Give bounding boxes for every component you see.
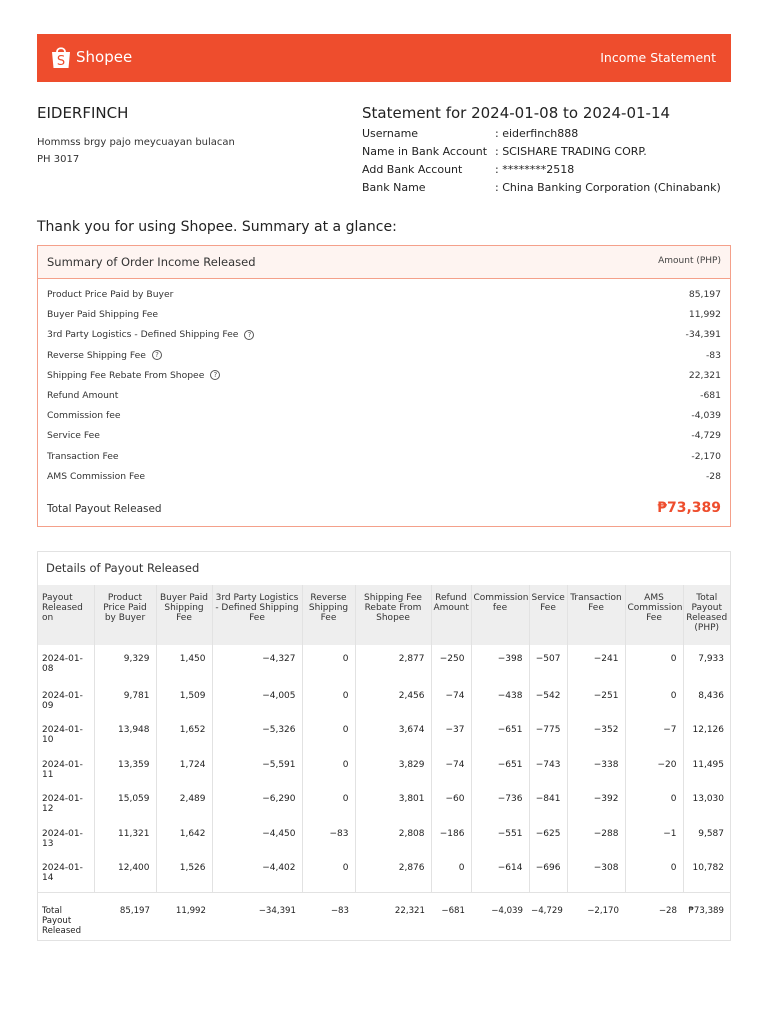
summary-item-label — [47, 451, 119, 462]
table-cell: −60 — [431, 783, 471, 818]
summary-item-label-text: Product Price Paid by Buyer — [47, 289, 174, 300]
table-cell: −1 — [625, 818, 683, 853]
column-header: Buyer Paid Shipping Fee — [156, 585, 212, 645]
table-cell: −438 — [471, 680, 529, 715]
table-cell: −37 — [431, 714, 471, 749]
summary-item — [47, 467, 721, 487]
table-cell: 13,030 — [683, 783, 730, 818]
table-cell: 0 — [302, 645, 355, 680]
summary-item-value: 85,197 — [688, 289, 721, 300]
table-row — [38, 680, 730, 715]
summary-item-value: -28 — [705, 470, 721, 482]
table-cell: 1,724 — [156, 749, 212, 784]
table-cell: 12,126 — [683, 714, 730, 749]
summary-item-value: 11,992 — [688, 309, 721, 321]
brand-name: Shopee — [76, 48, 133, 66]
total-cell: −2,170 — [567, 892, 625, 940]
total-cell: 11,992 — [156, 892, 212, 940]
table-cell: −352 — [567, 714, 625, 749]
table-cell: −392 — [567, 783, 625, 818]
summary-item-label-text: 3rd Party Logistics - Defined Shipping Fee — [47, 329, 239, 341]
table-header-row — [38, 585, 730, 645]
shop-name: EIDERFINCH — [37, 104, 129, 122]
total-cell: −681 — [431, 892, 471, 940]
bank-account-name-label: Name in Bank Account — [362, 145, 488, 158]
table-cell: −775 — [529, 714, 567, 749]
table-cell: 2024-01-13 — [42, 828, 83, 849]
summary-item-label — [47, 410, 121, 421]
table-cell: 3,801 — [355, 783, 431, 818]
table-cell: 11,495 — [683, 749, 730, 784]
table-cell: −542 — [529, 680, 567, 715]
column-header: Total Payout Released (PHP) — [683, 585, 730, 645]
table-cell: −551 — [471, 818, 529, 853]
table-cell: −6,290 — [212, 783, 302, 818]
table-cell: 0 — [431, 852, 471, 892]
table-cell: 9,587 — [683, 818, 730, 853]
amount-header: Amount (PHP) — [658, 256, 721, 266]
username-row — [362, 127, 721, 145]
bank-account-value: : ********2518 — [495, 163, 575, 176]
table-row — [38, 818, 730, 853]
summary-item-label — [47, 370, 220, 381]
total-cell: −28 — [625, 892, 683, 940]
table-cell: 0 — [302, 680, 355, 715]
column-header: Payout Released on — [38, 585, 94, 645]
summary-item-label-text: Transaction Fee — [47, 450, 119, 462]
summary-item-label-text: Shipping Fee Rebate From Shopee — [47, 369, 205, 381]
username-value: : eiderfinch888 — [495, 127, 579, 140]
thanks-message: Thank you for using Shopee. Summary at a glance: — [37, 219, 397, 235]
table-cell: −696 — [529, 852, 567, 892]
total-cell: ₱73,389 — [683, 892, 730, 940]
table-cell: 0 — [302, 714, 355, 749]
table-cell: −651 — [471, 714, 529, 749]
summary-item — [47, 386, 721, 406]
table-cell: −625 — [529, 818, 567, 853]
table-cell: 1,526 — [156, 852, 212, 892]
username-label: Username — [362, 127, 419, 140]
table-cell: 0 — [625, 852, 683, 892]
summary-panel — [37, 245, 731, 527]
summary-item-label — [47, 471, 145, 482]
summary-item — [47, 346, 721, 366]
table-row — [38, 714, 730, 749]
table-cell: 11,321 — [94, 818, 156, 853]
help-icon[interactable]: ? — [244, 330, 254, 340]
address-line-1: Hommss brgy pajo meycuayan bulacan — [37, 137, 235, 148]
table-cell: 2024-01-12 — [42, 794, 83, 814]
details-title: Details of Payout Released — [46, 561, 200, 575]
table-cell: −507 — [529, 645, 567, 680]
summary-item-value: -4,729 — [691, 430, 721, 442]
table-cell: 10,782 — [683, 852, 730, 892]
total-cell: −83 — [302, 892, 355, 940]
column-header: Shipping Fee Rebate From Shopee — [355, 585, 431, 645]
summary-item-value: -83 — [705, 349, 721, 361]
table-cell: 3,829 — [355, 749, 431, 784]
table-cell: 2024-01-08 — [42, 654, 83, 674]
page-title: Income Statement — [600, 50, 716, 65]
bank-account-name-value: : SCISHARE TRADING CORP. — [495, 145, 647, 158]
table-cell: 2,876 — [355, 852, 431, 892]
summary-item — [47, 406, 721, 426]
table-cell: 3,674 — [355, 714, 431, 749]
summary-item — [47, 305, 721, 325]
bank-name-row — [362, 181, 721, 199]
table-cell: −651 — [471, 749, 529, 784]
table-cell: −5,591 — [212, 749, 302, 784]
total-cell: −4,729 — [529, 892, 567, 940]
total-cell: −34,391 — [212, 892, 302, 940]
summary-item-value: -2,170 — [691, 450, 721, 462]
table-cell: −5,326 — [212, 714, 302, 749]
table-cell: 8,436 — [683, 680, 730, 715]
bank-account-label: Add Bank Account — [362, 163, 463, 176]
table-cell: 1,652 — [156, 714, 212, 749]
table-cell: 13,359 — [94, 749, 156, 784]
summary-title: Summary of Order Income Released — [47, 255, 256, 269]
column-header: Product Price Paid by Buyer — [94, 585, 156, 645]
table-cell: 1,642 — [156, 818, 212, 853]
summary-item — [47, 426, 721, 446]
table-cell: −308 — [567, 852, 625, 892]
details-panel — [37, 551, 731, 941]
table-cell: −614 — [471, 852, 529, 892]
table-cell: 2024-01-10 — [42, 725, 83, 745]
summary-item-label — [47, 329, 254, 340]
table-cell: −83 — [302, 818, 355, 853]
table-cell: −251 — [567, 680, 625, 715]
summary-item-value: 22,321 — [688, 369, 721, 381]
table-cell: 2024-01-09 — [42, 690, 83, 711]
summary-item-value: -34,391 — [685, 329, 721, 341]
table-cell: −241 — [567, 645, 625, 680]
help-icon[interactable]: ? — [210, 370, 220, 380]
table-cell: 0 — [625, 645, 683, 680]
table-cell: −74 — [431, 680, 471, 715]
summary-item — [47, 325, 721, 345]
table-cell: 0 — [302, 852, 355, 892]
summary-item-label — [47, 309, 158, 320]
column-header: Service Fee — [529, 585, 567, 645]
total-payout-label: Total Payout Released — [47, 503, 162, 515]
table-cell: 2,877 — [355, 645, 431, 680]
bank-account-name-row — [362, 145, 721, 163]
table-cell: −398 — [471, 645, 529, 680]
table-row — [38, 852, 730, 892]
summary-item-label-text: Reverse Shipping Fee — [47, 349, 146, 361]
svg-text:S: S — [56, 54, 66, 69]
table-cell: 2,489 — [156, 783, 212, 818]
table-cell: 13,948 — [94, 714, 156, 749]
table-row — [38, 783, 730, 818]
summary-item-label-text: Commission fee — [47, 410, 121, 422]
summary-item-label-text: Service Fee — [47, 430, 100, 442]
total-cell: Total Payout Released — [38, 892, 94, 940]
table-cell: −74 — [431, 749, 471, 784]
bank-name-value: : China Banking Corporation (Chinabank) — [495, 181, 721, 194]
column-header: Transaction Fee — [567, 585, 625, 645]
shopee-logo — [51, 45, 132, 69]
table-row — [38, 645, 730, 680]
help-icon[interactable]: ? — [152, 350, 162, 360]
summary-item — [47, 447, 721, 467]
summary-header — [38, 246, 730, 279]
table-cell: −20 — [625, 749, 683, 784]
summary-item-label-text: Buyer Paid Shipping Fee — [47, 309, 159, 321]
table-cell: 2024-01-14 — [42, 863, 83, 883]
table-cell: −250 — [431, 645, 471, 680]
table-cell: 9,329 — [94, 645, 156, 680]
table-cell: −4,450 — [212, 818, 302, 853]
table-cell: −736 — [471, 783, 529, 818]
summary-item — [47, 285, 721, 305]
address-line-2: PH 3017 — [37, 154, 80, 165]
summary-item-value: -681 — [700, 390, 721, 401]
statement-info — [362, 127, 721, 199]
table-row — [38, 749, 730, 784]
table-cell: −743 — [529, 749, 567, 784]
summary-item-label-text: Refund Amount — [47, 390, 119, 401]
payout-table — [38, 585, 730, 940]
summary-item-value: -4,039 — [691, 410, 721, 422]
table-cell: 9,781 — [94, 680, 156, 715]
total-cell: −4,039 — [471, 892, 529, 940]
table-cell: 0 — [625, 783, 683, 818]
table-cell: 2,808 — [355, 818, 431, 853]
table-cell: −288 — [567, 818, 625, 853]
column-header: AMS Commission Fee — [625, 585, 683, 645]
table-cell: 7,933 — [683, 645, 730, 680]
summary-item-label — [47, 390, 118, 401]
shopee-bag-icon — [51, 45, 71, 69]
table-cell: −338 — [567, 749, 625, 784]
table-cell: −186 — [431, 818, 471, 853]
table-cell: 0 — [302, 783, 355, 818]
bank-name-label: Bank Name — [362, 181, 426, 194]
total-cell: 85,197 — [94, 892, 156, 940]
column-header: Refund Amount — [431, 585, 471, 645]
table-cell: 2024-01-11 — [42, 759, 83, 780]
column-header: 3rd Party Logistics - Defined Shipping Fee — [212, 585, 302, 645]
table-cell: 0 — [302, 749, 355, 784]
total-payout-value: ₱73,389 — [657, 500, 721, 516]
summary-item-label — [47, 430, 100, 441]
table-cell: −4,402 — [212, 852, 302, 892]
table-cell: 0 — [625, 680, 683, 715]
table-cell: −7 — [625, 714, 683, 749]
table-cell: 2,456 — [355, 680, 431, 715]
summary-item — [47, 366, 721, 386]
table-cell: −841 — [529, 783, 567, 818]
column-header: Reverse Shipping Fee — [302, 585, 355, 645]
table-total-row — [38, 892, 730, 940]
total-cell: 22,321 — [355, 892, 431, 940]
table-cell: 15,059 — [94, 783, 156, 818]
table-cell: 12,400 — [94, 852, 156, 892]
summary-item-label — [47, 350, 162, 361]
header-bar — [37, 34, 731, 82]
summary-item-label — [47, 289, 173, 300]
table-cell: 1,450 — [156, 645, 212, 680]
table-cell: −4,327 — [212, 645, 302, 680]
table-cell: −4,005 — [212, 680, 302, 715]
bank-account-row — [362, 163, 721, 181]
summary-item-label-text: AMS Commission Fee — [47, 470, 146, 482]
table-cell: 1,509 — [156, 680, 212, 715]
column-header: Commission fee — [471, 585, 529, 645]
statement-title: Statement for 2024-01-08 to 2024-01-14 — [362, 104, 671, 122]
